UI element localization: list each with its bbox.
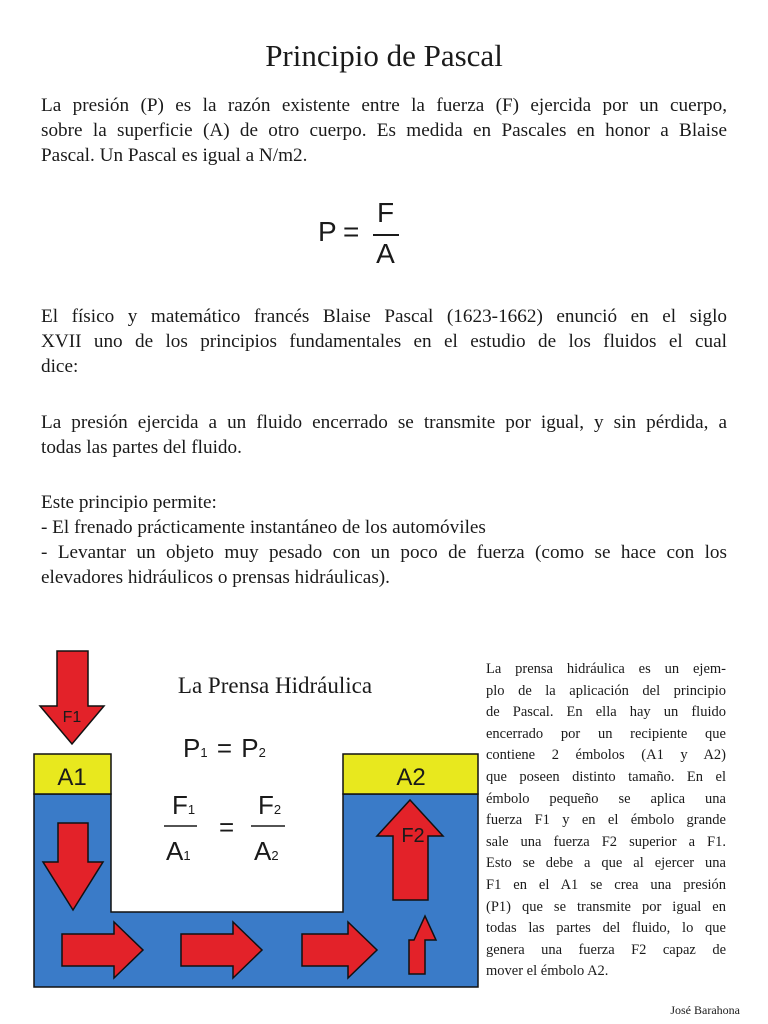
text-line: de Pascal. En ella hay un fluido (486, 704, 726, 721)
frac-equals: = (219, 812, 235, 842)
frac-num2: F (258, 790, 274, 820)
text-line: F1 en el A1 se crea una presión (486, 876, 726, 893)
text-line: mover el émbolo A2. (486, 963, 609, 980)
text-line: todas las partes del fluido, lo que (486, 920, 726, 937)
svg-text:F1 (172, 790, 195, 820)
text-line: todas las partes del fluido. (41, 437, 242, 458)
svg-text:A1 (166, 836, 191, 866)
text-line: contiene 2 émbolos (A1 y A2) (486, 747, 726, 764)
frac-den2: A (254, 836, 272, 866)
formula-equals: = (343, 216, 360, 247)
p1-subscript: 1 (200, 745, 208, 760)
page-title: Principio de Pascal (265, 38, 503, 73)
text-line: Esto se debe a que al ejercer una (486, 855, 726, 872)
text-line: sale una fuerza F2 superior a F1. (486, 833, 726, 850)
side-explanation (486, 659, 726, 983)
author-name: José Barahona (670, 1003, 740, 1017)
frac-num1: F (172, 790, 188, 820)
equality-sign: = (216, 733, 232, 763)
text-line: La prensa hidráulica es un ejem- (486, 661, 726, 677)
text-line: XVII uno de los principios fundamentales en el estudio de los fluidos el cual (41, 331, 727, 352)
force-f1-arrow (40, 651, 104, 744)
svg-text:P1 = P2 (183, 733, 266, 763)
formula-fraction (373, 196, 398, 272)
text-line: (P1) que se transmite por igual en (486, 898, 726, 915)
force-f2-label: F2 (401, 825, 425, 847)
hydraulic-press-diagram (0, 640, 480, 990)
text-line: fuerza F1 y en el émbolo grande (486, 812, 726, 829)
text-line: sobre la superficie (A) de otro cuerpo. Es medida en Pascales en honor a Blaise (41, 120, 727, 141)
text-line: El físico y matemático francés Blaise Pascal (1623-1662) enunció en el siglo (41, 306, 727, 327)
text-line: dice: (41, 356, 79, 377)
force-f1-label: F1 (62, 709, 82, 726)
text-line: - Levantar un objeto muy pesado con un poco de fuerza (como se hace con los (41, 542, 727, 563)
principio-paragraph (41, 410, 727, 460)
piston-a1-label: A1 (57, 764, 87, 791)
text-line: - El frenado prácticamente instantáneo de los automóviles (41, 517, 486, 538)
diagram-title: La Prensa Hidráulica (177, 673, 373, 698)
frac-den1: A (166, 836, 184, 866)
text-line: plo de la aplicación del principio (486, 682, 726, 699)
svg-text:A2 (254, 836, 279, 866)
text-line: Este principio permite: (41, 492, 217, 513)
frac-num1-sub: 1 (187, 802, 196, 817)
text-line: émbolo pequeño se aplica una (486, 790, 726, 807)
text-line: encerrado por un recipiente que (486, 725, 726, 742)
frac-den1-sub: 1 (183, 848, 191, 863)
text-line: La presión ejercida a un fluido encerrado se transmite por igual, y sin pérdida, a (41, 412, 727, 433)
text-line: elevadores hidráulicos o prensas hidráulicas). (41, 567, 390, 588)
p2-symbol: P (241, 733, 259, 763)
piston-a2-label: A2 (396, 764, 426, 791)
frac-den2-sub: 2 (271, 848, 279, 863)
text-line: genera una fuerza F2 capaz de (486, 941, 726, 958)
text-line: que poseen distinto tamaño. En el (486, 768, 726, 785)
p1-symbol: P (183, 733, 201, 763)
text-line: La presión (P) es la razón existente entre la fuerza (F) ejercida por un cuerpo, (41, 95, 727, 116)
intro-paragraph (41, 93, 727, 168)
svg-text:F2 (258, 790, 281, 820)
historia-paragraph (41, 304, 727, 379)
aplicaciones-paragraph (41, 490, 727, 590)
formula-p: P (318, 216, 337, 247)
formula-denominator: A (376, 237, 395, 269)
formula-numerator: F (376, 197, 395, 228)
text-line: Pascal. Un Pascal es igual a N/m2. (41, 145, 308, 166)
p2-subscript: 2 (258, 745, 266, 760)
pressure-equality (164, 733, 285, 866)
frac-num2-sub: 2 (273, 802, 282, 817)
